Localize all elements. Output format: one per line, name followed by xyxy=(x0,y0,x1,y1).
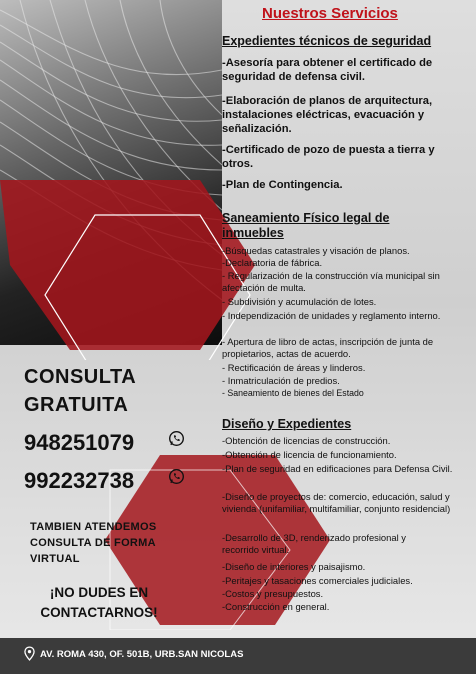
section2-item: - Independización de unidades y reglamento interno. xyxy=(222,310,441,321)
section1-item: -Certificado de pozo de puesta a tierra y otros. xyxy=(222,144,435,170)
section2-item: - Inmatriculación de predios. xyxy=(222,375,340,386)
section2-item: - Regularización de la construcción vía municipal sin afectación de multa. xyxy=(222,270,440,293)
section1-heading: Expedientes técnicos de seguridad xyxy=(222,34,432,48)
section1-item: -Elaboración de planos de arquitectura, instalaciones eléctricas, evacuación y señalización. xyxy=(222,95,433,135)
contact-line: CONTACTARNOS! xyxy=(40,605,158,620)
section3-item: -Diseño de proyectos de: comercio, educación, salud y vivienda (unifamiliar, multifamiliar, conjunto residencial) xyxy=(222,491,451,514)
address-text: AV. ROMA 430, OF. 501B, URB.SAN NICOLAS xyxy=(40,649,244,660)
section3-item: -Construcción en general. xyxy=(222,601,330,612)
virtual-line: VIRTUAL xyxy=(30,553,80,565)
location-pin-icon xyxy=(24,646,35,661)
section3-item: -Diseño de interiores y paisajismo. xyxy=(222,561,366,572)
footer-bar xyxy=(0,638,476,674)
virtual-consult-note xyxy=(30,519,157,567)
section3-item: -Plan de seguridad en edificaciones para Defensa Civil. xyxy=(222,463,453,474)
section3-item: -Peritajes y tasaciones comerciales judiciales. xyxy=(222,575,413,586)
section3-item: -Obtención de licencias de construcción. xyxy=(222,435,391,446)
whatsapp-icon[interactable] xyxy=(168,430,185,447)
gratuita-heading: GRATUITA xyxy=(24,394,129,416)
section2-item: - Subdivisión y acumulación de lotes. xyxy=(222,296,377,307)
section2-heading: Saneamiento Físico legal de xyxy=(222,211,390,225)
consulta-heading: CONSULTA xyxy=(24,366,137,388)
phone-number[interactable]: 948251079 xyxy=(24,430,135,455)
section2-item: - Rectificación de áreas y linderos. xyxy=(222,362,366,373)
section3-heading: Diseño y Expedientes xyxy=(222,417,352,431)
section2-item: - Saneamiento de bienes del Estado xyxy=(222,388,364,398)
section2-item: -Declaratoria de fábrica. xyxy=(222,257,323,268)
page-title: Nuestros Servicios xyxy=(262,5,398,22)
contact-prompt xyxy=(24,583,174,623)
section1-item: -Plan de Contingencia. xyxy=(222,179,343,191)
section3-item: -Costos y presupuestos. xyxy=(222,588,324,599)
virtual-line: CONSULTA DE FORMA xyxy=(30,537,156,549)
section3-item: -Desarrollo de 3D, renderizado profesional y recorrido virtual. xyxy=(222,532,406,555)
section2-heading-cont: inmuebles xyxy=(222,226,284,240)
section1-item: -Asesoría para obtener el certificado de seguridad de defensa civil. xyxy=(222,57,433,83)
section2-item: - Apertura de libro de actas, inscripción de junta de propietarios, actas de acuerdo. xyxy=(222,336,434,359)
whatsapp-icon[interactable] xyxy=(168,468,185,485)
phone-number[interactable]: 992232738 xyxy=(24,468,135,493)
section2-item: -Búsquedas catastrales y visación de planos. xyxy=(222,245,410,256)
virtual-line: TAMBIEN ATENDEMOS xyxy=(30,521,157,533)
contact-line: ¡NO DUDES EN xyxy=(49,585,149,600)
section3-item: -Obtención de licencia de funcionamiento. xyxy=(222,449,397,460)
red-hexagon-top xyxy=(0,170,260,360)
